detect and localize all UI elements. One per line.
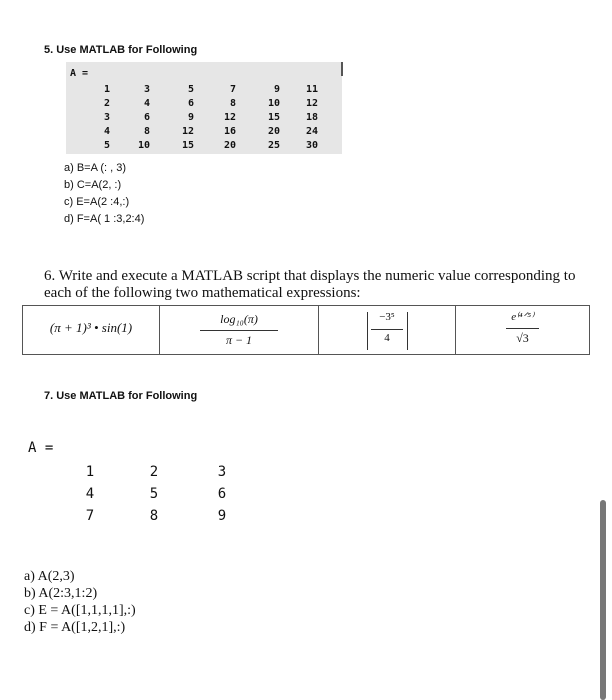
q5-matrix-cell: 8 xyxy=(229,98,236,109)
q6-expr-4-fraction-bar xyxy=(506,328,539,329)
q7-matrix-cell: 8 xyxy=(149,508,159,524)
q5-matrix-cell: 15 xyxy=(267,112,280,123)
q7-matrix-cell: 4 xyxy=(85,486,95,502)
q7-matrix-cell: 2 xyxy=(149,464,159,480)
q5-part-a: a) B=A (: , 3) xyxy=(64,162,127,174)
q5-matrix-cell: 20 xyxy=(267,126,280,137)
q7-parts xyxy=(24,568,136,636)
q5-matrix-cell: 24 xyxy=(305,126,318,137)
q6-expr-1: (π + 1)³ • sin(1) xyxy=(49,320,133,335)
q7-title: 7. Use MATLAB for Following xyxy=(44,390,198,402)
q5-matrix-cell: 11 xyxy=(305,84,318,95)
q5-matrix-cell: 6 xyxy=(187,98,194,109)
text-cursor xyxy=(341,62,343,76)
q6-expr-2-cell xyxy=(160,306,319,354)
q6-expr-3-numerator: −3⁵ xyxy=(379,311,395,323)
q6-title: 6. Write and execute a MATLAB script that displays the numeric value corresponding to each of the following two mathematical expressions: xyxy=(44,268,576,301)
q5-matrix-cell: 9 xyxy=(187,112,194,123)
q6-expr-4-numerator: e⁽⁴ᐟ⁵⁾ xyxy=(511,311,534,323)
q5-parts xyxy=(64,160,144,228)
q6-expr-3-cell xyxy=(319,306,456,354)
q7-matrix-cell: 9 xyxy=(217,508,227,524)
q5-matrix-cell: 10 xyxy=(267,98,280,109)
q6-expr-3-fraction-bar xyxy=(371,329,403,330)
q5-matrix-cell: 3 xyxy=(103,112,110,123)
scrollbar[interactable] xyxy=(600,500,606,700)
q5-matrix-cell: 12 xyxy=(305,98,318,109)
q6-expr-2-denominator: π − 1 xyxy=(225,333,253,347)
q7-matrix-cell: 7 xyxy=(85,508,95,524)
q5-matrix-cell: 25 xyxy=(267,140,280,151)
q5-matrix-cell: 30 xyxy=(305,140,318,151)
q7-part-b: b) A(2:3,1:2) xyxy=(24,586,98,601)
q5-matrix-cell: 5 xyxy=(103,140,110,151)
q5-matrix-cell: 20 xyxy=(223,140,236,151)
q7-part-d: d) F = A([1,2,1],:) xyxy=(24,620,126,635)
q5-matrix-cell: 2 xyxy=(103,98,110,109)
q6-expr-2-numerator: log₁₀(π) xyxy=(220,312,258,326)
q5-matrix-cell: 3 xyxy=(143,84,150,95)
q5-matrix-cell: 15 xyxy=(181,140,194,151)
q7-matrix-cell: 6 xyxy=(217,486,227,502)
q6-expr-3-denominator: 4 xyxy=(384,332,390,344)
q5-part-d: d) F=A( 1 :3,2:4) xyxy=(64,213,145,225)
q5-matrix-cell: 5 xyxy=(187,84,194,95)
q5-matrix-cell: 9 xyxy=(273,84,280,95)
q6-expr-4-denominator: √3 xyxy=(516,331,529,345)
q5-title: 5. Use MATLAB for Following xyxy=(44,44,198,56)
q7-part-c: c) E = A([1,1,1,1],:) xyxy=(24,603,136,618)
q6-expr-1-cell xyxy=(23,306,160,354)
q7-matrix-label: A = xyxy=(28,440,54,456)
q5-matrix-cell: 16 xyxy=(223,126,236,137)
q5-matrix-cell: 10 xyxy=(137,140,150,151)
q6-expr-2-fraction-bar xyxy=(200,330,278,331)
q5-matrix-cell: 8 xyxy=(143,126,150,137)
q7-matrix-cell: 1 xyxy=(85,464,95,480)
q7-matrix-cell: 3 xyxy=(217,464,227,480)
q5-matrix-cell: 12 xyxy=(223,112,236,123)
q5-matrix-cell: 12 xyxy=(181,126,194,137)
q6-expression-table xyxy=(22,305,590,355)
q5-matrix-cell: 18 xyxy=(305,112,318,123)
q7-part-a: a) A(2,3) xyxy=(24,569,75,584)
q5-part-b: b) C=A(2, :) xyxy=(64,179,122,191)
q6-expr-4-cell xyxy=(456,306,589,354)
q5-matrix-label: A = xyxy=(70,68,89,79)
q5-matrix-cell: 6 xyxy=(143,112,150,123)
q5-matrix-cell: 4 xyxy=(103,126,110,137)
q5-matrix-cell: 7 xyxy=(229,84,236,95)
q5-matrix-cell: 1 xyxy=(103,84,110,95)
q7-matrix-cell: 5 xyxy=(149,486,159,502)
q5-part-c: c) E=A(2 :4,:) xyxy=(64,196,130,208)
q5-matrix-cell: 4 xyxy=(143,98,150,109)
